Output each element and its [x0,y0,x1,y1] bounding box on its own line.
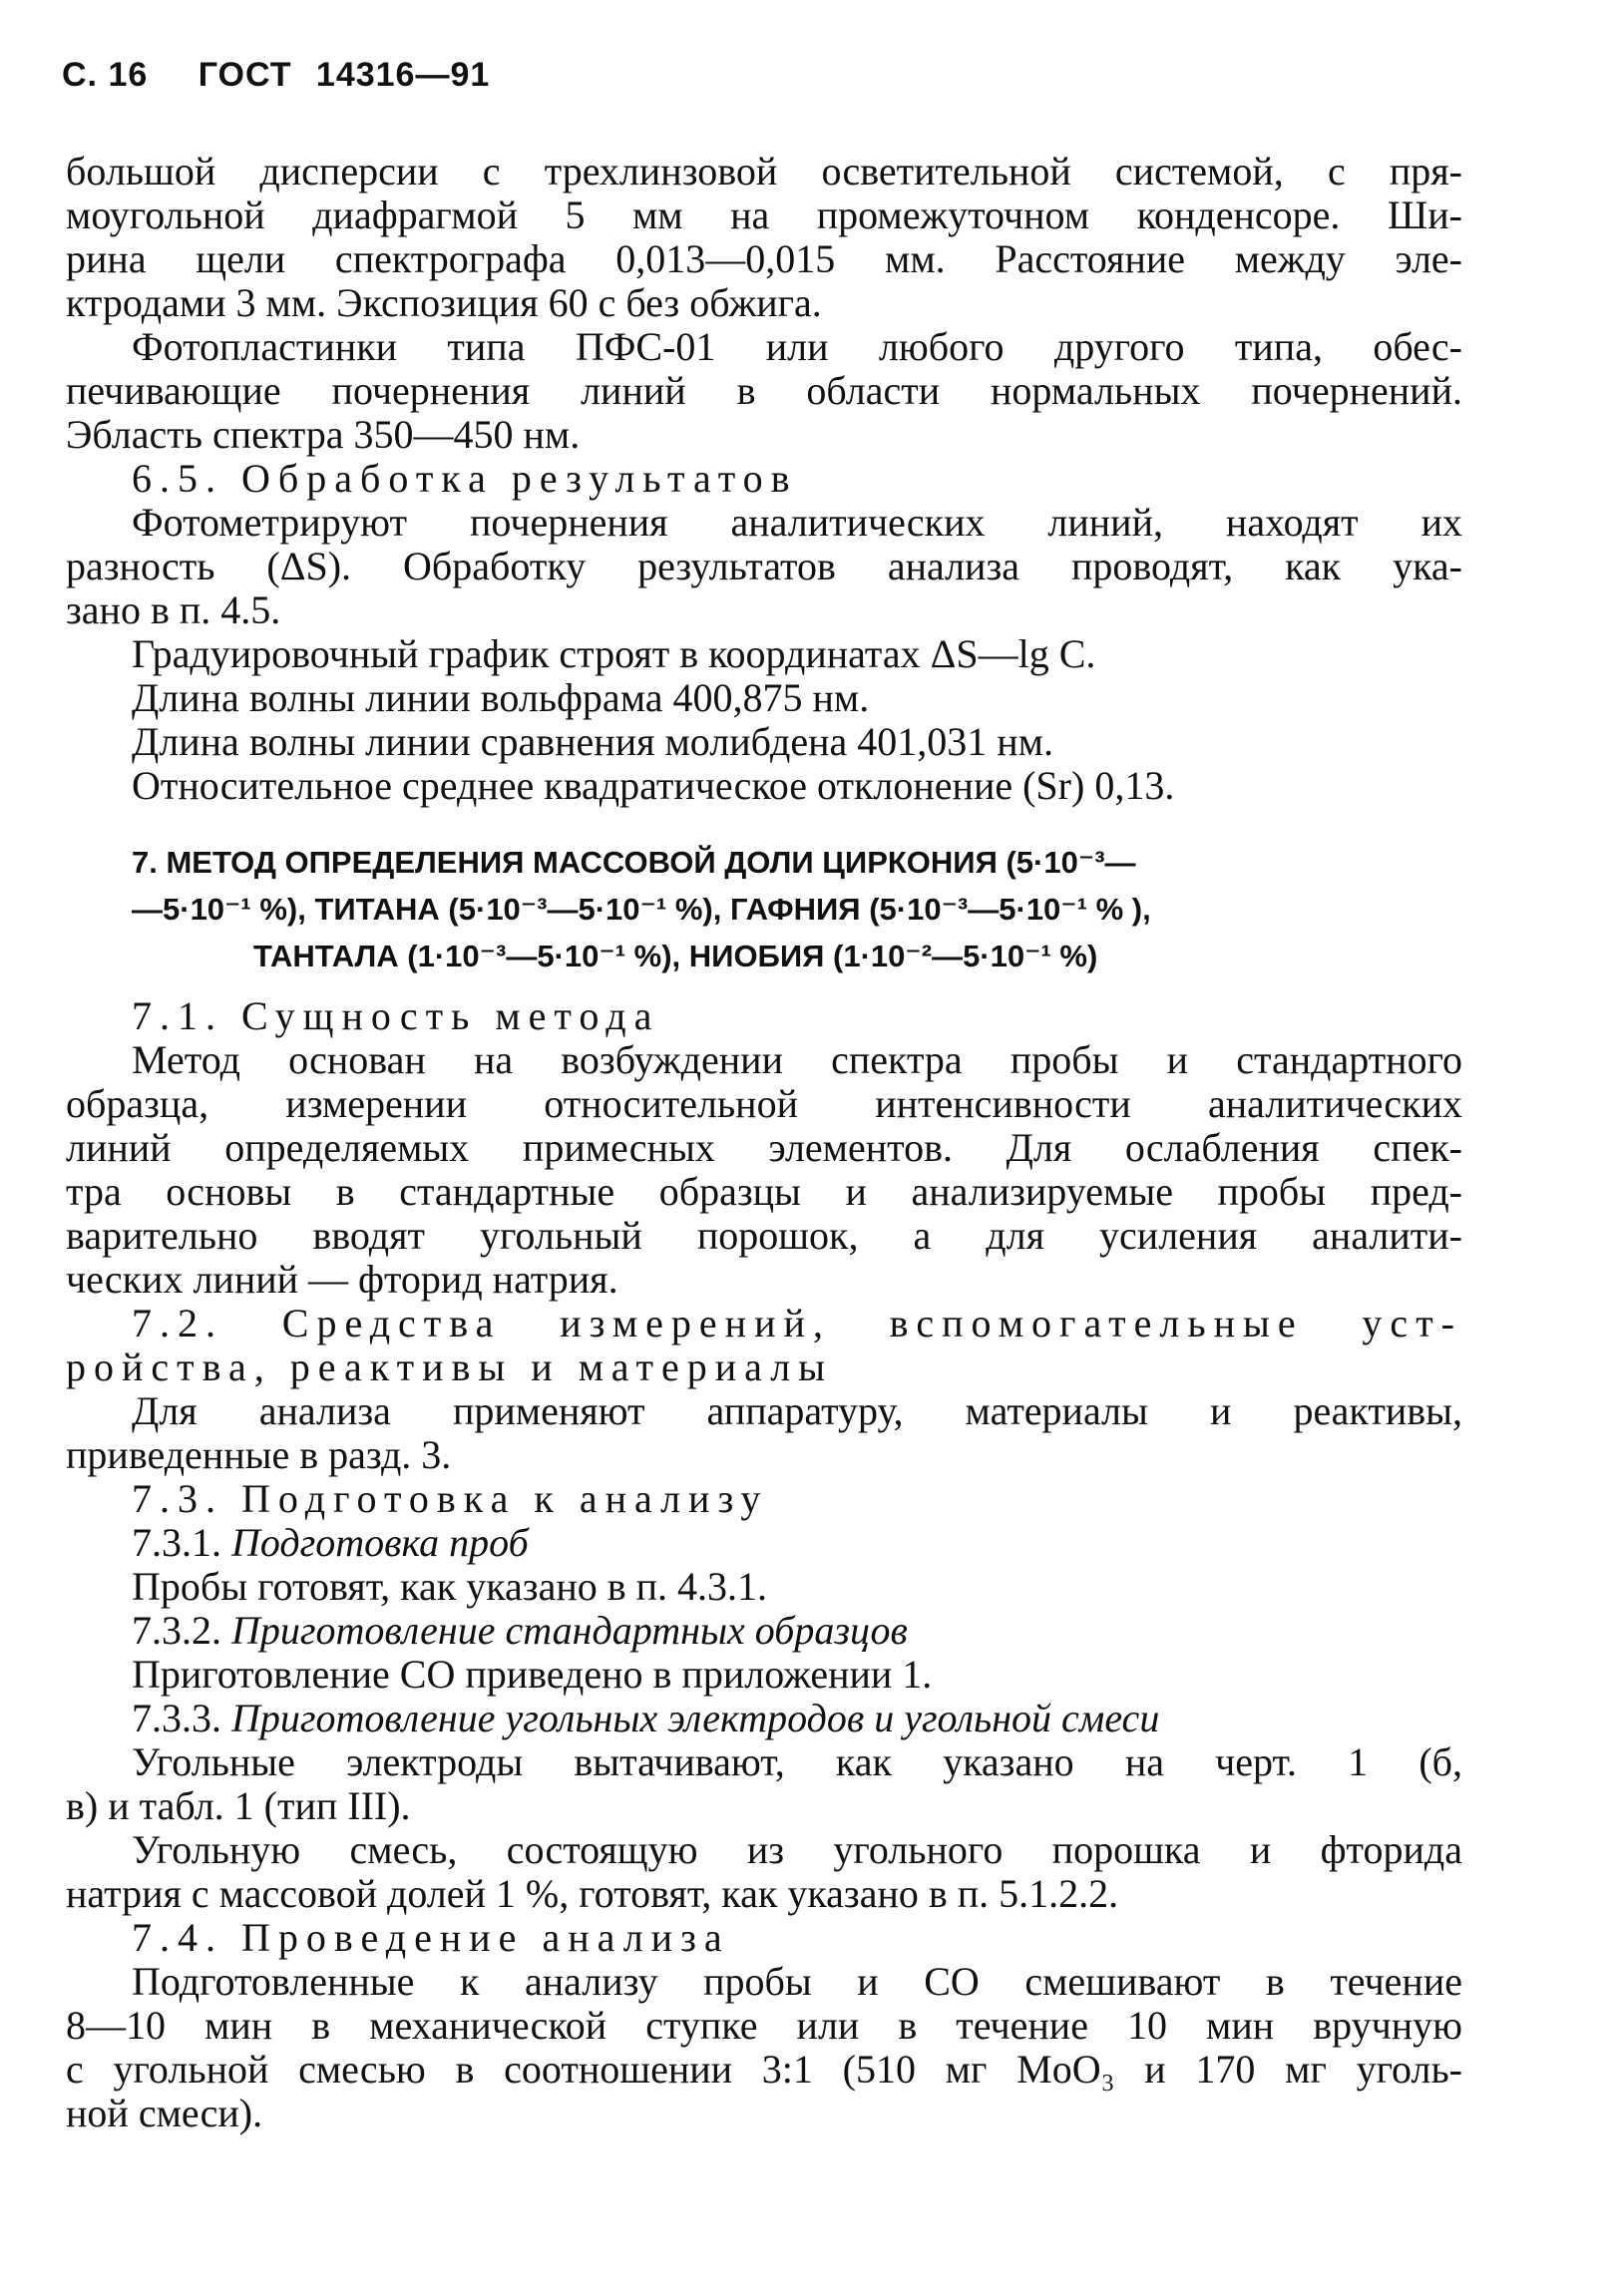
section-7-2 [66,1302,1462,1477]
document-body [66,150,1462,2135]
text-line: рина щели спектрографа 0,013—0,015 мм. Расстояние между эле- [66,237,1462,281]
text-line: ческих линий — фторид натрия. [66,1257,618,1302]
spacer [66,808,1462,838]
page-number: С. 16 [62,56,149,94]
wolfram-line: Длина волны линии вольфрама 400,875 нм. [132,675,870,720]
section-title: 7.1. Сущность метода [132,993,660,1038]
section-title-cont: ройства, реактивы и материалы [66,1344,834,1389]
text-line: натрия с массовой долей 1 %, готовят, как указано в п. 5.1.2.2. [66,1871,1119,1916]
subsection-title: Приготовление стандартных образцов [231,1608,908,1653]
section-7-4 [66,1916,1462,2135]
spacer [66,978,1462,994]
text-line: Пробы готовят, как указано в п. 4.3.1. [132,1564,768,1609]
text-line: в) и табл. 1 (тип III). [66,1783,411,1828]
text-line: ктродами 3 мм. Экспозиция 60 с без обжига. [66,280,822,325]
text-line: Для анализа применяют аппаратуру, материалы и реактивы, [132,1389,1462,1433]
section-heading-line: 7. МЕТОД ОПРЕДЕЛЕНИЯ МАССОВОЙ ДОЛИ ЦИРКОНИЯ (5·10⁻³— [132,845,1136,880]
text-line: приведенные в разд. 3. [66,1432,452,1477]
text-line: Угольные электроды вытачивают, как указано на черт. 1 (б, [132,1740,1462,1784]
section-heading-line: ТАНТАЛА (1·10⁻³—5·10⁻¹ %), НИОБИЯ (1·10⁻²—5·10⁻¹ %) [253,939,1098,973]
text-line: образца, измерении относительной интенсивности аналитических [66,1082,1462,1126]
subsection-7-3-3 [66,1697,1462,1740]
text-line: Фотометрируют почернения аналитических линий, находят их [132,501,1462,545]
text-line: ной смеси). [66,2091,263,2135]
text-line: Подготовленные к анализу пробы и СО смешивают в течение [132,1960,1462,2004]
text-line: Метод основан на возбуждении спектра пробы и стандартного [132,1038,1462,1082]
molybdenum-line: Длина волны линии сравнения молибдена 401,031 нм. [132,719,1053,764]
section-7-3 [66,1477,1462,1916]
graph-line: Градуировочный график строят в координатах ΔS—lg C. [132,631,1096,676]
text-line: Приготовление СО приведено в приложении 1. [132,1652,933,1697]
text-line: печивающие почернения линий в области нормальных почернений. [66,369,1462,413]
intro-paragraph [66,150,1462,325]
section-title: 6.5. Обработка результатов [132,456,798,501]
section-7-1 [66,994,1462,1302]
text-line: моугольной диафрагмой 5 мм на промежуточном конденсоре. Ши- [66,193,1462,237]
text-line: зано в п. 4.5. [66,587,281,632]
section-title: 7.2. Средства измерений, вспомогательные уст- [132,1302,1462,1345]
text-line: Эбласть спектра 350—450 нм. [66,412,581,457]
subsection-number: 7.3.2. [132,1608,221,1653]
text-line: разность (ΔS). Обработку результатов анализа проводят, как ука- [66,545,1462,588]
section-7-heading [66,838,1462,978]
standard-number: 14316—91 [315,56,491,94]
standard-label: ГОСТ [198,56,292,94]
text-line: Фотопластинки типа ПФС-01 или любого другого типа, обес- [132,325,1462,369]
subsection-7-3-2 [66,1609,1462,1653]
text-line: Угольную смесь, состоящую из угольного порошка и фторида [132,1828,1462,1872]
photoplates-paragraph [66,325,1462,457]
subsection-title: Приготовление угольных электродов и угольной смеси [231,1696,1160,1740]
section-6-5 [66,457,1462,808]
subsection-title: Подготовка проб [231,1520,529,1565]
section-title: 7.4. Проведение анализа [132,1915,730,1960]
text-line: большой дисперсии с трехлинзовой осветительной системой, с пря- [66,150,1462,193]
text-line: линий определяемых примесных элементов. Для ослабления спек- [66,1126,1462,1170]
section-title: 7.3. Подготовка к анализу [132,1476,769,1521]
subsection-7-3-1 [66,1521,1462,1565]
text-line: с угольной смесью в соотношении 3:1 (510 мг MoO₃ и 170 мг уголь- [66,2048,1462,2092]
section-heading-line: —5·10⁻¹ %), ТИТАНА (5·10⁻³—5·10⁻¹ %), ГАФНИЯ (5·10⁻³—5·10⁻¹ % ), [132,892,1151,927]
deviation-line: Относительное среднее квадратическое отклонение (Sr) 0,13. [132,763,1175,808]
page-header [62,56,490,95]
subsection-number: 7.3.3. [132,1696,221,1740]
subsection-number: 7.3.1. [132,1520,221,1565]
text-line: 8—10 мин в механической ступке или в течение 10 мин вручную [66,2004,1462,2048]
text-line: тра основы в стандартные образцы и анализируемые пробы пред- [66,1170,1462,1214]
text-line: варительно вводят угольный порошок, а для усиления аналити- [66,1214,1462,1258]
